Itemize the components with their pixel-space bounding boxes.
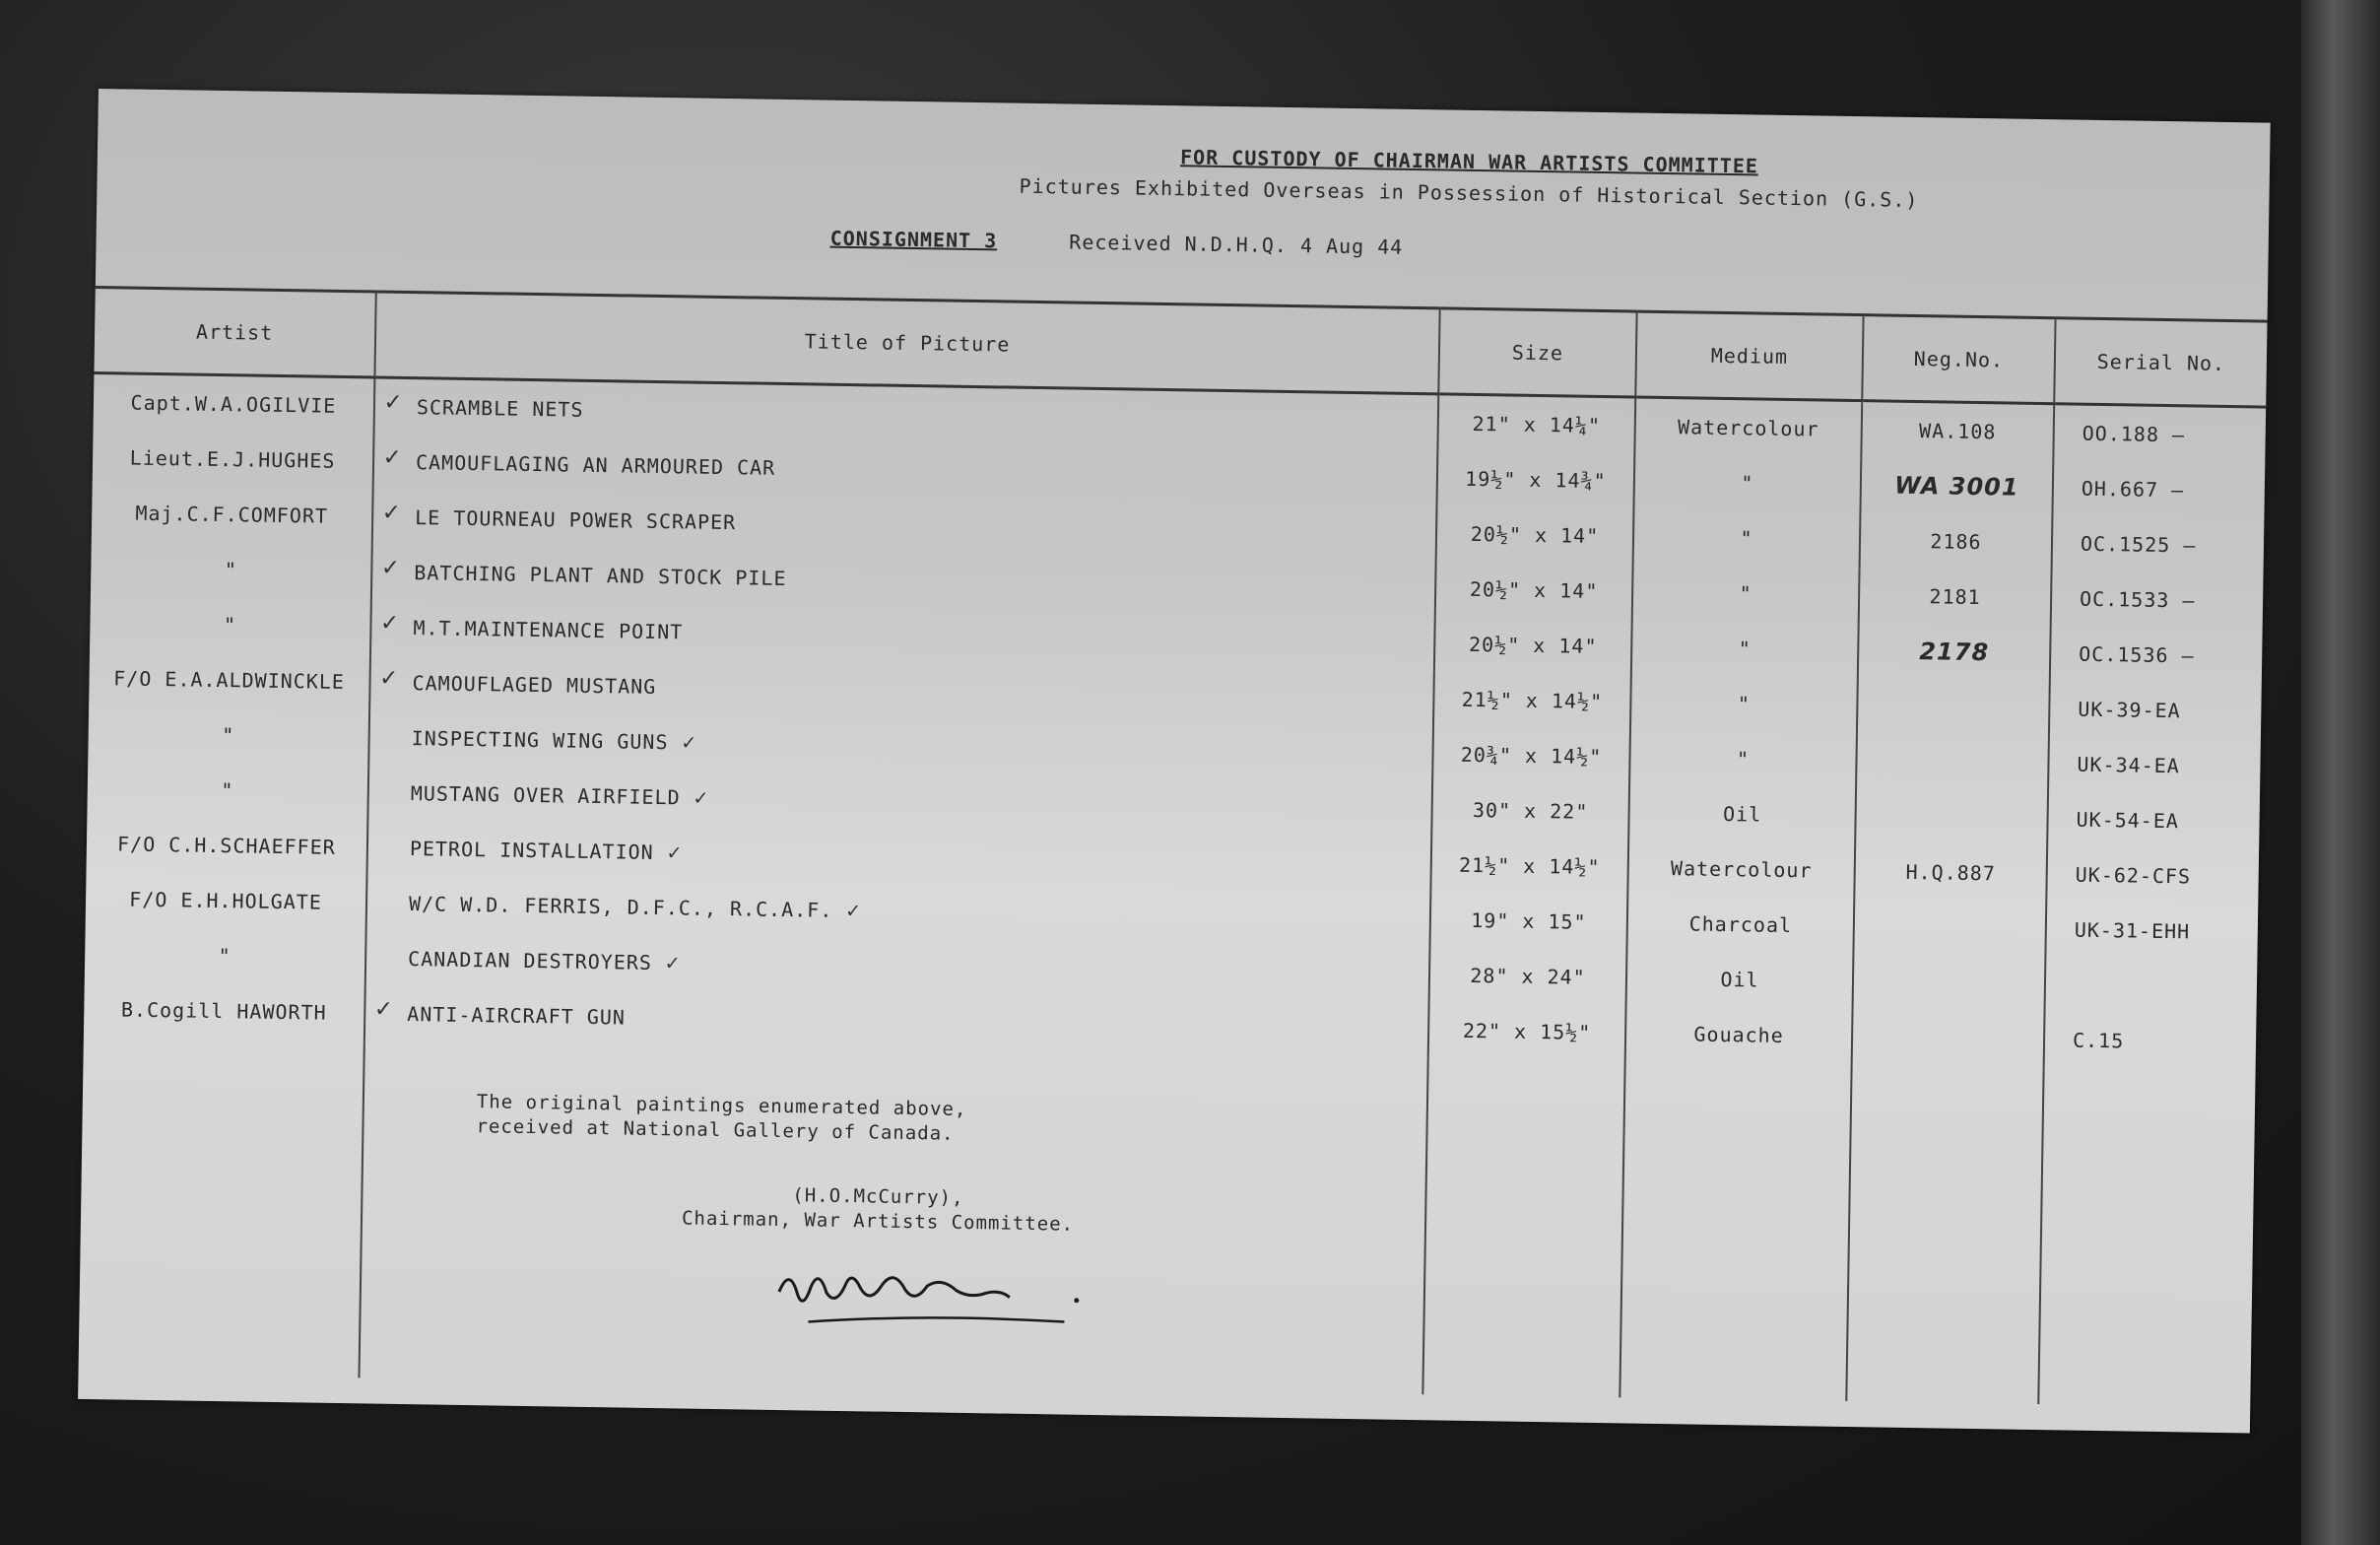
artist-cell: F/O C.H.SCHAEFFER	[116, 832, 336, 859]
receipt-note-line: received at National Gallery of Canada.	[476, 1115, 955, 1145]
signatory-role: Chairman, War Artists Committee.	[681, 1207, 1075, 1236]
title-text: W/C W.D. FERRIS, D.F.C., R.C.A.F.	[408, 891, 833, 922]
title-text: BATCHING PLANT AND STOCK PILE	[414, 561, 787, 591]
neg-no-cell	[1855, 788, 2048, 846]
size-cell: 20½" x 14"	[1434, 616, 1632, 674]
serial-no-cell: UK-34-EA	[2048, 736, 2261, 794]
title-text: LE TOURNEAU POWER SCRAPER	[415, 505, 737, 535]
empty-cell	[1422, 1057, 1624, 1397]
checkmark-icon: ✓	[665, 950, 681, 975]
signatory-block	[682, 1181, 1075, 1237]
receipt-note-line: The original paintings enumerated above,	[476, 1091, 967, 1120]
column-header-artist: Artist	[94, 287, 375, 376]
neg-no-cell: WA.108	[1861, 401, 2054, 461]
neg-no-cell	[1853, 899, 2046, 957]
neg-no-cell	[1857, 678, 2050, 736]
medium-cell: Oil	[1628, 784, 1856, 843]
checkmark-icon: ✓	[682, 729, 696, 756]
size-cell: 20¾" x 14½"	[1432, 726, 1630, 784]
serial-no-cell: OC.1525 –	[2052, 515, 2265, 573]
neg-no-cell	[1856, 733, 2049, 791]
column-header-medium: Medium	[1635, 311, 1863, 401]
checkmark-icon: ✓	[383, 497, 401, 527]
signatory-name: (H.O.McCurry),	[792, 1184, 964, 1209]
serial-no-cell: UK-31-EHH	[2045, 902, 2258, 960]
title-text: PETROL INSTALLATION	[409, 836, 654, 864]
column-header-title: Title of Picture	[374, 292, 1439, 394]
size-cell: 20½" x 14"	[1436, 505, 1634, 564]
medium-cell: "	[1631, 620, 1859, 679]
artist-cell: "	[224, 558, 238, 582]
checkmark-icon: ✓	[381, 607, 399, 638]
size-cell: 20½" x 14"	[1435, 561, 1633, 619]
column-header-neg-no: Neg.No.	[1862, 315, 2055, 404]
artist-cell: F/O E.A.ALDWINCKLE	[113, 666, 346, 694]
table-filler-row	[79, 1037, 2256, 1408]
title-text: INSPECTING WING GUNS	[411, 725, 669, 754]
artist-cell: F/O E.H.HOLGATE	[129, 887, 323, 914]
medium-cell: Gouache	[1625, 1005, 1853, 1064]
title-text: ANTI-AIRCRAFT GUN	[407, 1002, 627, 1030]
document-subtitle: Pictures Exhibited Overseas in Possession of Historical Section (G.S.)	[1019, 173, 1919, 213]
column-header-serial-no: Serial No.	[2054, 318, 2267, 407]
neg-no-cell: 2181	[1859, 568, 2052, 626]
neg-no-cell: H.Q.887	[1854, 843, 2047, 902]
neg-no-cell: 2186	[1860, 512, 2053, 571]
title-text: M.T.MAINTENANCE POINT	[413, 616, 684, 644]
serial-no-cell: UK-39-EA	[2049, 681, 2262, 739]
empty-cell	[1620, 1060, 1851, 1401]
checkmark-icon: ✓	[383, 441, 402, 472]
medium-cell: Watercolour	[1634, 397, 1862, 457]
table-body	[79, 372, 2267, 1407]
consignment-line	[830, 227, 1404, 259]
size-cell: 21½" x 14½"	[1433, 671, 1631, 729]
checkmark-icon: ✓	[667, 840, 683, 865]
medium-cell: Charcoal	[1626, 895, 1854, 954]
checkmark-icon: ✓	[384, 386, 402, 417]
empty-cell	[1846, 1064, 2043, 1404]
medium-cell: Oil	[1626, 950, 1854, 1009]
size-cell: 28" x 24"	[1429, 947, 1627, 1005]
artist-cell: B.Cogill HAWORTH	[120, 997, 327, 1025]
checkmark-icon: ✓	[846, 898, 861, 923]
checkmark-icon: ✓	[375, 993, 393, 1024]
serial-no-cell: OO.188 –	[2053, 404, 2266, 464]
serial-no-cell: UK-62-CFS	[2046, 846, 2259, 905]
serial-no-cell: C.15	[2044, 1012, 2257, 1070]
size-cell: 21½" x 14½"	[1430, 837, 1628, 895]
checkmark-icon: ✓	[382, 552, 400, 582]
artist-cell: "	[223, 613, 237, 638]
artist-cell: Lieut.E.J.HUGHES	[129, 445, 336, 473]
checkmark-icon: ✓	[694, 785, 709, 811]
medium-cell: "	[1629, 730, 1857, 789]
size-cell: 19" x 15"	[1429, 892, 1627, 950]
empty-cell	[79, 1037, 364, 1377]
artist-cell: "	[221, 778, 234, 803]
serial-no-cell: UK-54-EA	[2047, 791, 2260, 849]
serial-no-cell: OH.667 –	[2052, 460, 2265, 518]
document-card	[78, 89, 2271, 1433]
title-text: CANADIAN DESTROYERS	[407, 946, 653, 974]
medium-cell: "	[1630, 675, 1858, 734]
serial-no-cell: OC.1533 –	[2051, 571, 2264, 629]
film-edge	[2301, 0, 2380, 1545]
medium-cell: "	[1633, 509, 1861, 569]
medium-cell: Watercolour	[1627, 840, 1855, 899]
receipt-note	[476, 1090, 966, 1147]
artist-cell: "	[221, 723, 235, 748]
medium-cell: "	[1632, 565, 1860, 624]
size-cell: 22" x 15½"	[1428, 1002, 1626, 1060]
artist-cell: Maj.C.F.COMFORT	[135, 501, 329, 528]
artist-cell: Capt.W.A.OGILVIE	[130, 390, 337, 418]
handwritten-signature	[768, 1252, 1094, 1346]
neg-no-cell	[1852, 1009, 2045, 1067]
consignment-number: CONSIGNMENT 3	[829, 226, 998, 253]
neg-no-cell	[1853, 954, 2046, 1012]
serial-no-cell: OC.1536 –	[2050, 626, 2263, 684]
title-text: SCRAMBLE NETS	[416, 395, 584, 422]
document-title: FOR CUSTODY OF CHAIRMAN WAR ARTISTS COMMITTEE	[1179, 145, 1759, 178]
title-text: CAMOUFLAGED MUSTANG	[412, 671, 657, 699]
title-text: MUSTANG OVER AIRFIELD	[410, 780, 681, 809]
received-date: Received N.D.H.Q. 4 Aug 44	[1069, 230, 1404, 259]
size-cell: 21" x 14¼"	[1437, 394, 1635, 454]
medium-cell: "	[1633, 454, 1861, 513]
pictures-table	[79, 286, 2268, 1407]
neg-no-cell: 2178	[1858, 623, 2051, 681]
checkmark-icon: ✓	[380, 662, 398, 693]
column-header-size: Size	[1438, 308, 1636, 397]
artist-cell: "	[218, 944, 231, 969]
size-cell: 19½" x 14¾"	[1437, 450, 1635, 508]
serial-no-cell	[2045, 957, 2258, 1015]
neg-no-cell: WA 3001	[1860, 457, 2053, 515]
title-text: CAMOUFLAGING AN ARMOURED CAR	[415, 450, 776, 480]
empty-cell	[2038, 1067, 2255, 1407]
size-cell: 30" x 22"	[1431, 781, 1629, 840]
